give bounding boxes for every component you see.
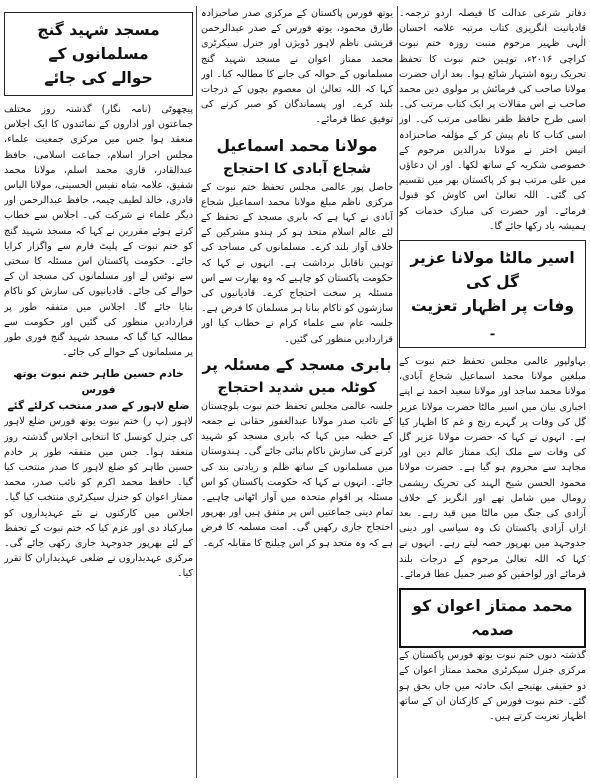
column-middle (201, 6, 393, 780)
column-right (399, 6, 586, 780)
headline-box-aziz-gul (399, 240, 586, 348)
headline: اسیر مالٹا مولانا عزیر گل کی (410, 249, 575, 292)
headline-line2: شجاع آبادی کا احتجاج (222, 160, 372, 177)
column-left (4, 6, 193, 780)
column-divider (196, 6, 197, 778)
article-text: بہاولپور عالمی مجلس تحفظ ختم نبوت کے مبلغین مولانا محمد اسماعیل شجاع آبادی، مولانا محمد ساجد اور مولانا سعید احمد نے اپنے اخباری بیان میں اسیر مالٹا حضرت مولانا عزیر گل کی وفات پر گہرے رنج و غم کا اظہار کیا ہے۔ انہوں نے کہا کہ حضرت مولانا عزیر گل کی وفات سے ملک ایک ممتاز عالم دین اور مجاہد سے محروم ہو گیا ہے۔ حضرت مولانا محمود الحسن شیخ الہند کی تحریک ریشمی رومال میں شامل تھے اور انگریز کے خلاف آزادی کی جنگ میں مالٹا میں قید رہے۔ بعد ازاں آزادی پاکستان تک وہ سیاسی اور دینی جدوجہد میں بھرپور حصہ لیتے رہے۔ انہوں نے کہا کہ اللہ تعالیٰ مرحوم کے درجات بلند فرمائے اور لواحقین کو صبر جمیل عطا فرمائے۔ (399, 356, 586, 580)
headline-line2: وفات پر اظہار تعزیت ۔ (410, 297, 574, 340)
article-text: گذشتہ دنوں ختم نبوت یوتھ فورس پاکستان کے مرکزی جنرل سیکرٹری محمد ممتاز اعوان کے دو حقیقی بھتیجے ایک حادثہ میں جاں بحق ہو گئے۔ ختم نبوت فورس کے کارکنان ان کے ساتھ اظہار تعزیت کرتے ہیں۔ (399, 650, 586, 722)
headline: خادم حسین طاہر ختم نبوت یوتھ فورس (13, 368, 184, 397)
headline: مولانا محمد اسماعیل (216, 136, 378, 155)
column-divider (397, 6, 398, 778)
article-text: لاہور (پ ر) ختم نبوت یوتھ فورس ضلع لاہور کی جنرل کونسل کا انتخابی اجلاس گذشتہ روز منعقد ہوا۔ جس میں متفقہ طور پر خادم حسین طاہر کو ضلع لاہور کا صدر منتخب کیا گیا۔ حافظ محمد اکرم کو نائب صدر، محمد ممتاز اعوان کو جنرل سیکرٹری منتخب کیا گیا۔ اجلاس میں کارکنوں نے نئے عہدیداروں کو مبارکباد دی اور عزم کیا کہ ختم نبوت کے تحفظ کے لئے بھرپور جدوجہد جاری رکھی جائے گی۔ مرکزی عہدیداروں نے ضلعی عہدیداران کا تقرر کیا۔ (4, 416, 193, 580)
headline: محمد ممتاز اعوان کو صدمہ (412, 597, 573, 640)
article-text: حاصل پور عالمی مجلس تحفظ ختم نبوت کے مرکزی ناظم مبلغ مولانا محمد اسماعیل شجاع آبادی نے کہا ہے کہ بابری مسجد کے تحفظ کے لئے عالم اسلام متحد ہو کر ہندو مشرکین کے خلاف آواز بلند کرے۔ مسلمانوں کی مساجد کی توہین ناقابل برداشت ہے۔ انہوں نے کہا کہ حکومت پاکستان کو چاہیے کہ وہ بھارت سے اس مسئلہ پر سخت احتجاج کرے۔ قادیانیوں کی سازشوں کو ناکام بنانا ہر مسلمان کا فرض ہے۔ جلسہ عام سے علماء کرام نے خطاب کیا اور قراردادیں منظور کی گئیں۔ (201, 181, 393, 345)
headline-line2: ضلع لاہور کے صدر منتخب کرلئے گئے (7, 400, 190, 413)
article-text: دفاتر شرعی عدالت کا فیصلہ اردو ترجمہ۔ قادیانیت انگریزی کتاب مرتبہ علامہ احسان الٰہی ظہیر مرحوم منبت روزہ ختم نبوت کراچی ۲۰۱۶ء، توہین ختم نبوت کا تحفظ تحریک ربوہ اشتہار شائع ہوا۔ بعد ازاں حضرت مولانا صاحب کی فرمائش پر مولوی دین محمد صاحب نے اس مقالات پر ایک کتاب مرتب کی۔ اسی طرح حافظ ظفر نظامی مرتب کی۔ اور اسی کتاب کا نام پیش کر کے مؤلفہ صاحبزادہ انیس اختر نے مولانا بدرالدین مرحوم کے خصوصی شکریہ کے ساتھ لکھا۔ اور ان دعاؤں میں علی مرتب ہو کر پاکستان بھر میں تقسیم کی گئی۔ اللہ تعالیٰ اس کاوش کو قبول فرمائے۔ اور حضرت کی مبارک خدمات کو ہمیشہ یاد رکھا جائے گا۔ (399, 8, 586, 232)
headline-box-mumtaz-awan (399, 588, 586, 648)
article-text: پیچھوٹی (نامہ نگار) گذشتہ روز مختلف جماعتوں اور اداروں کے نمائندوں کا ایک اجلاس منعقد ہوا جس میں مرکزی جمعیت علماء، مجلس احرار اسلام، جماعت اسلامی، حافظ عبدالقادر، قاری محمد اسلم، مولانا محمد شفیق، علامہ شاہ نفیس الحسینی، مولانا الیاس قادری، خالد لطیف چیمہ، حافظ عبدالرحمن اور دیگر علماء نے شرکت کی۔ اجلاس سے خطاب کرتے ہوئے مقررین نے کہا کہ مسجد شہید گنج کو ختم نبوت کے پلیٹ فارم سے واگزار کرایا جائے۔ حکومت پاکستان اس مسئلہ کا سختی سے نوٹس لے اور مسلمانوں کی مسجد ان کے حوالے کی جائے۔ قادیانیوں کی سازش کو ناکام بنایا جائے گا۔ اجلاس میں متفقہ طور پر قراردادیں منظور کی گئیں اور حکومت سے مطالبہ کیا گیا کہ مسجد شہید گنج فوری طور پر مسلمانوں کے حوالے کی جائے۔ (4, 104, 193, 359)
headline: مسجد شہید گنج مسلمانوں کے (37, 21, 160, 63)
headline-line2: کوٹلہ میں شدید احتجاج (217, 379, 377, 396)
article-text: یوتھ فورس پاکستان کے مرکزی صدر صاحبزادہ طارق محمود، یوتھ فورس کے صدر عبدالرحمن قریشی ناظم لاہور ڈویژن اور جنرل سیکرٹری محمد ممتاز اعوان نے مسجد شہید گنج مسلمانوں کے حوالہ کی جانے کا مطالبہ کیا۔ اور کہا کہ اللہ تعالیٰ ان معصوم بچوں کے درجات بلند کرے۔ اور پسماندگان کو صبر کرنے کی توفیق عطا فرمائے۔ (201, 8, 393, 126)
headline-line2: حوالے کی جائے (44, 69, 153, 87)
headline-box-shaheed-ganj (4, 12, 193, 96)
article-text: جلسہ عالمی مجلس تحفظ ختم نبوت بلوچستان کے نائب صدر مولانا عبدالغفور حقانی نے جمعہ کے خطبہ میں کہا کہ بابری مسجد کو شہید کرنے کی سازش ناکام بنائی جائے گی۔ ہندوستان میں مسلمانوں کے ساتھ ظلم و زیادتی بند کی جائے۔ انہوں نے کہا کہ حکومت پاکستان کو اس مسئلہ پر اقوام متحدہ میں آواز اٹھانی چاہیے۔ تمام دینی جماعتیں اس پر متفق ہیں اور بھرپور احتجاج جاری رکھیں گی۔ امت مسلمہ کا فرض ہے کہ وہ متحد ہو کر اس چیلنج کا مقابلہ کرے۔ (201, 400, 393, 549)
headline: بابری مسجد کے مسئلہ پر (202, 355, 392, 374)
